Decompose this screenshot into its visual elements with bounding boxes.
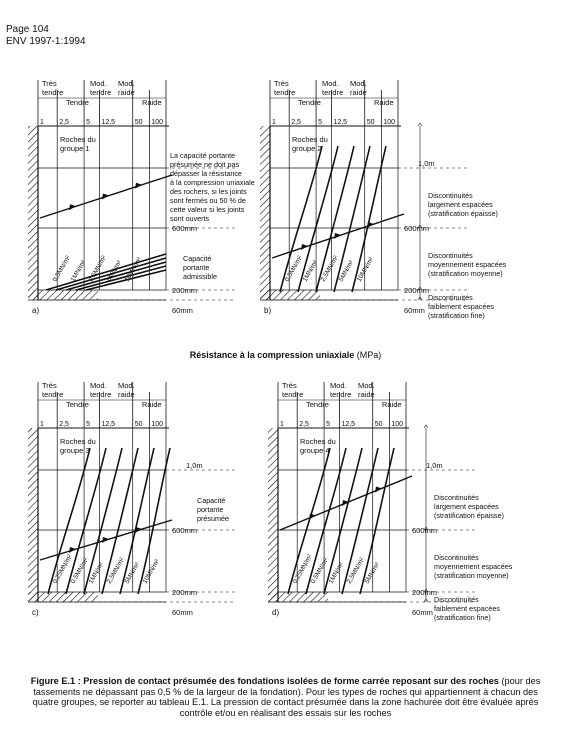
curve-label: 2,5MN/m² (345, 556, 366, 585)
cat-tres: Très (42, 79, 57, 88)
group-label: Roches du (60, 135, 96, 144)
tick-label: 12,5 (101, 119, 116, 126)
tick-label: 1 (40, 119, 44, 126)
cat-tres-2: tendre (282, 390, 304, 399)
cat-modtendre-2: tendre (330, 390, 352, 399)
tick-label: 12,5 (341, 421, 356, 428)
disc-wide-1: largement espacées (434, 502, 499, 511)
tick-label: 50 (134, 119, 143, 126)
curve-label: 5MN/m² (363, 561, 382, 585)
note-c-pres-2: présumée (197, 514, 229, 523)
depth-600-label: 600mm (404, 224, 430, 233)
cat-tendre: Tendre (306, 400, 329, 409)
caption-bold: Figure E.1 : Pression de contact présumée des fondations isolées de forme carrée reposant sur des roches (30, 676, 499, 686)
disc-wide-0: Discontinuités (428, 191, 473, 200)
cat-tendre: Tendre (298, 98, 321, 107)
curve-label: 5MN/m² (123, 561, 142, 585)
arrow-head (309, 514, 316, 520)
page-number: Page 104 (6, 24, 49, 35)
depth-60-label: 60mm (412, 608, 433, 617)
curve-label: 10MN/m² (123, 256, 144, 283)
axis-caption-bold: Résistance à la compression uniaxiale (189, 350, 355, 360)
tick-label: 5 (326, 421, 330, 428)
curve-label: 1MN/m² (327, 561, 346, 585)
hatch-bottom (28, 290, 98, 300)
tick-label: 100 (151, 421, 164, 428)
depth-200-label: 200mm (172, 588, 198, 597)
cat-tres: Très (282, 381, 297, 390)
cat-tres-2: tendre (274, 88, 296, 97)
depth-60-label: 60mm (172, 306, 193, 315)
tick-label: 50 (374, 421, 383, 428)
hatch-left (28, 126, 38, 300)
disc-wide-2: (stratification épaisse) (434, 511, 504, 520)
tick-label: 2,5 (59, 421, 69, 428)
tick-label: 2,5 (299, 421, 309, 428)
bracket-tick (424, 425, 428, 428)
group-label-2: groupe 1 (60, 144, 90, 153)
hatch-bottom (28, 592, 98, 602)
depth-600-label: 600mm (412, 526, 438, 535)
disc-wide-2: (stratification épaisse) (428, 209, 498, 218)
cat-modtendre: Mod. (330, 381, 347, 390)
cat-tres: Très (42, 381, 57, 390)
depth-600-label: 600mm (172, 526, 198, 535)
curve-label: 0,5MN/m² (309, 556, 330, 585)
disc-close-1: faiblement espacées (434, 604, 500, 613)
cat-modraide-2: raide (358, 390, 375, 399)
group-label: Roches du (292, 135, 328, 144)
disc-medium-0: Discontinuités (428, 251, 473, 260)
cat-modraide-2: raide (118, 88, 135, 97)
depth-1m-label: 1,0m (418, 159, 435, 168)
cat-modraide: Mod. (358, 381, 375, 390)
curve-label: 2,5MN/m² (105, 556, 126, 585)
panel-label: a) (32, 306, 40, 315)
group-label-2: groupe 4 (300, 446, 330, 455)
cat-modraide-2: raide (118, 390, 135, 399)
curve-label: 5MN/m² (105, 259, 124, 283)
disc-medium-1: moyennement espacées (428, 260, 507, 269)
cat-modtendre-2: tendre (322, 88, 344, 97)
curve-label: 1MN/m² (69, 259, 88, 283)
curve-label: 0,25MN/m² (51, 553, 74, 585)
disc-close-2: (stratification fine) (428, 311, 485, 320)
cat-modtendre-2: tendre (90, 88, 112, 97)
disc-close-0: Discontinuités (428, 293, 473, 302)
curve-label: 5MN/m² (337, 259, 356, 283)
tick-label: 1 (280, 421, 284, 428)
depth-200-label: 200mm (412, 588, 438, 597)
group-label-2: groupe 2 (292, 144, 322, 153)
curve-label: 2,5MN/m² (319, 254, 340, 283)
tick-label: 5 (86, 421, 90, 428)
depth-200-label: 200mm (404, 286, 430, 295)
curve-label: 0,5MN/m² (69, 556, 90, 585)
figure-caption (20, 676, 551, 718)
cat-raide: Raide (374, 98, 394, 107)
tick-label: 1 (40, 421, 44, 428)
panel-label: d) (272, 608, 280, 617)
depth-600-label: 600mm (172, 224, 198, 233)
cat-modtendre: Mod. (90, 79, 107, 88)
group-label: Roches du (300, 437, 336, 446)
tick-label: 50 (134, 421, 143, 428)
panel-label: b) (264, 306, 272, 315)
depth-1m-label: 1,0m (426, 461, 443, 470)
curve-label: 1MN/m² (87, 561, 106, 585)
cat-modraide-2: raide (350, 88, 367, 97)
depth-1m-label: 1,0m (186, 461, 203, 470)
cat-modraide: Mod. (118, 79, 135, 88)
hatch-bottom (260, 290, 320, 300)
note-a-adm-2: admissible (183, 272, 217, 281)
hatch-left (260, 126, 270, 300)
cat-modraide: Mod. (350, 79, 367, 88)
depth-60-label: 60mm (172, 608, 193, 617)
cat-tres-2: tendre (42, 88, 64, 97)
axis-caption-unit: (MPa) (356, 350, 382, 360)
curve-label: 0,25MN/m² (291, 553, 314, 585)
disc-medium-2: (stratification moyenne) (428, 269, 503, 278)
tick-label: 5 (318, 119, 322, 126)
note-a-main-2: dépasser la résistance (170, 169, 242, 178)
disc-close-0: Discontinuités (434, 595, 479, 604)
panel-label: c) (32, 608, 39, 617)
note-c-pres-1: portante (197, 505, 224, 514)
cat-raide: Raide (142, 98, 162, 107)
cat-tendre: Tendre (66, 400, 89, 409)
disc-close-2: (stratification fine) (434, 613, 491, 622)
cat-modtendre-2: tendre (90, 390, 112, 399)
cat-modraide: Mod. (118, 381, 135, 390)
note-a-main-6: cette valeur si les joints (170, 205, 245, 214)
tick-label: 2,5 (291, 119, 301, 126)
disc-wide-0: Discontinuités (434, 493, 479, 502)
cat-modtendre: Mod. (90, 381, 107, 390)
standard-ref: ENV 1997-1:1994 (6, 36, 86, 47)
note-a-main-1: présumée ne doit pas (170, 160, 240, 169)
curve-label: 1MN/m² (301, 259, 320, 283)
disc-wide-1: largement espacées (428, 200, 493, 209)
bracket-tick (418, 123, 422, 126)
group-label: Roches du (60, 437, 96, 446)
note-a-adm-0: Capacité (183, 254, 212, 263)
note-a-main-7: sont ouverts (170, 214, 210, 223)
axis-caption (0, 350, 571, 360)
hatch-bottom (268, 592, 328, 602)
cat-tres: Très (274, 79, 289, 88)
group-label-2: groupe 3 (60, 446, 90, 455)
curve-label: 2,5MN/m² (87, 254, 108, 283)
curve-label: 0,5MN/m² (283, 254, 304, 283)
cat-tendre: Tendre (66, 98, 89, 107)
tick-label: 5 (86, 119, 90, 126)
tick-label: 100 (151, 119, 164, 126)
depth-200-label: 200mm (172, 286, 198, 295)
disc-medium-0: Discontinuités (434, 553, 479, 562)
tick-label: 12,5 (333, 119, 348, 126)
note-a-main-5: sont fermés ou 50 % de (170, 196, 246, 205)
cat-raide: Raide (382, 400, 402, 409)
disc-close-1: faiblement espacées (428, 302, 494, 311)
disc-medium-1: moyennement espacées (434, 562, 513, 571)
disc-medium-2: (stratification moyenne) (434, 571, 509, 580)
note-a-adm-1: portante (183, 263, 210, 272)
tick-label: 12,5 (101, 421, 116, 428)
tick-label: 2,5 (59, 119, 69, 126)
arrow-head (375, 487, 382, 493)
curve-label: 10MN/m² (355, 256, 376, 283)
hatch-left (268, 428, 278, 602)
tick-label: 50 (366, 119, 375, 126)
tick-label: 100 (383, 119, 396, 126)
note-a-main-0: La capacité portante (170, 151, 236, 160)
caption-text: (pour des tassements ne dépassant pas 0,5 % de la largeur de la fondation). Pour les types de roches qui appartiennent à chacun des quatre groupes, se reporter au tableau E.1. La pression de contact présumée dans la zone hachurée doit être évaluée après contrôle et/ou en réalisant des essais sur les roches (32, 676, 541, 718)
tick-label: 100 (391, 421, 404, 428)
tick-label: 1 (272, 119, 276, 126)
note-a-main-3: à la compression uniaxiale (170, 178, 255, 187)
hatch-left (28, 428, 38, 602)
curve-label: 0,5MN/m² (51, 254, 72, 283)
curve-label: 10MN/m² (141, 558, 162, 585)
depth-60-label: 60mm (404, 306, 425, 315)
cat-tres-2: tendre (42, 390, 64, 399)
cat-raide: Raide (142, 400, 162, 409)
note-c-pres-0: Capacité (197, 496, 226, 505)
cat-modtendre: Mod. (322, 79, 339, 88)
note-a-main-4: des rochers, si les joints (170, 187, 247, 196)
